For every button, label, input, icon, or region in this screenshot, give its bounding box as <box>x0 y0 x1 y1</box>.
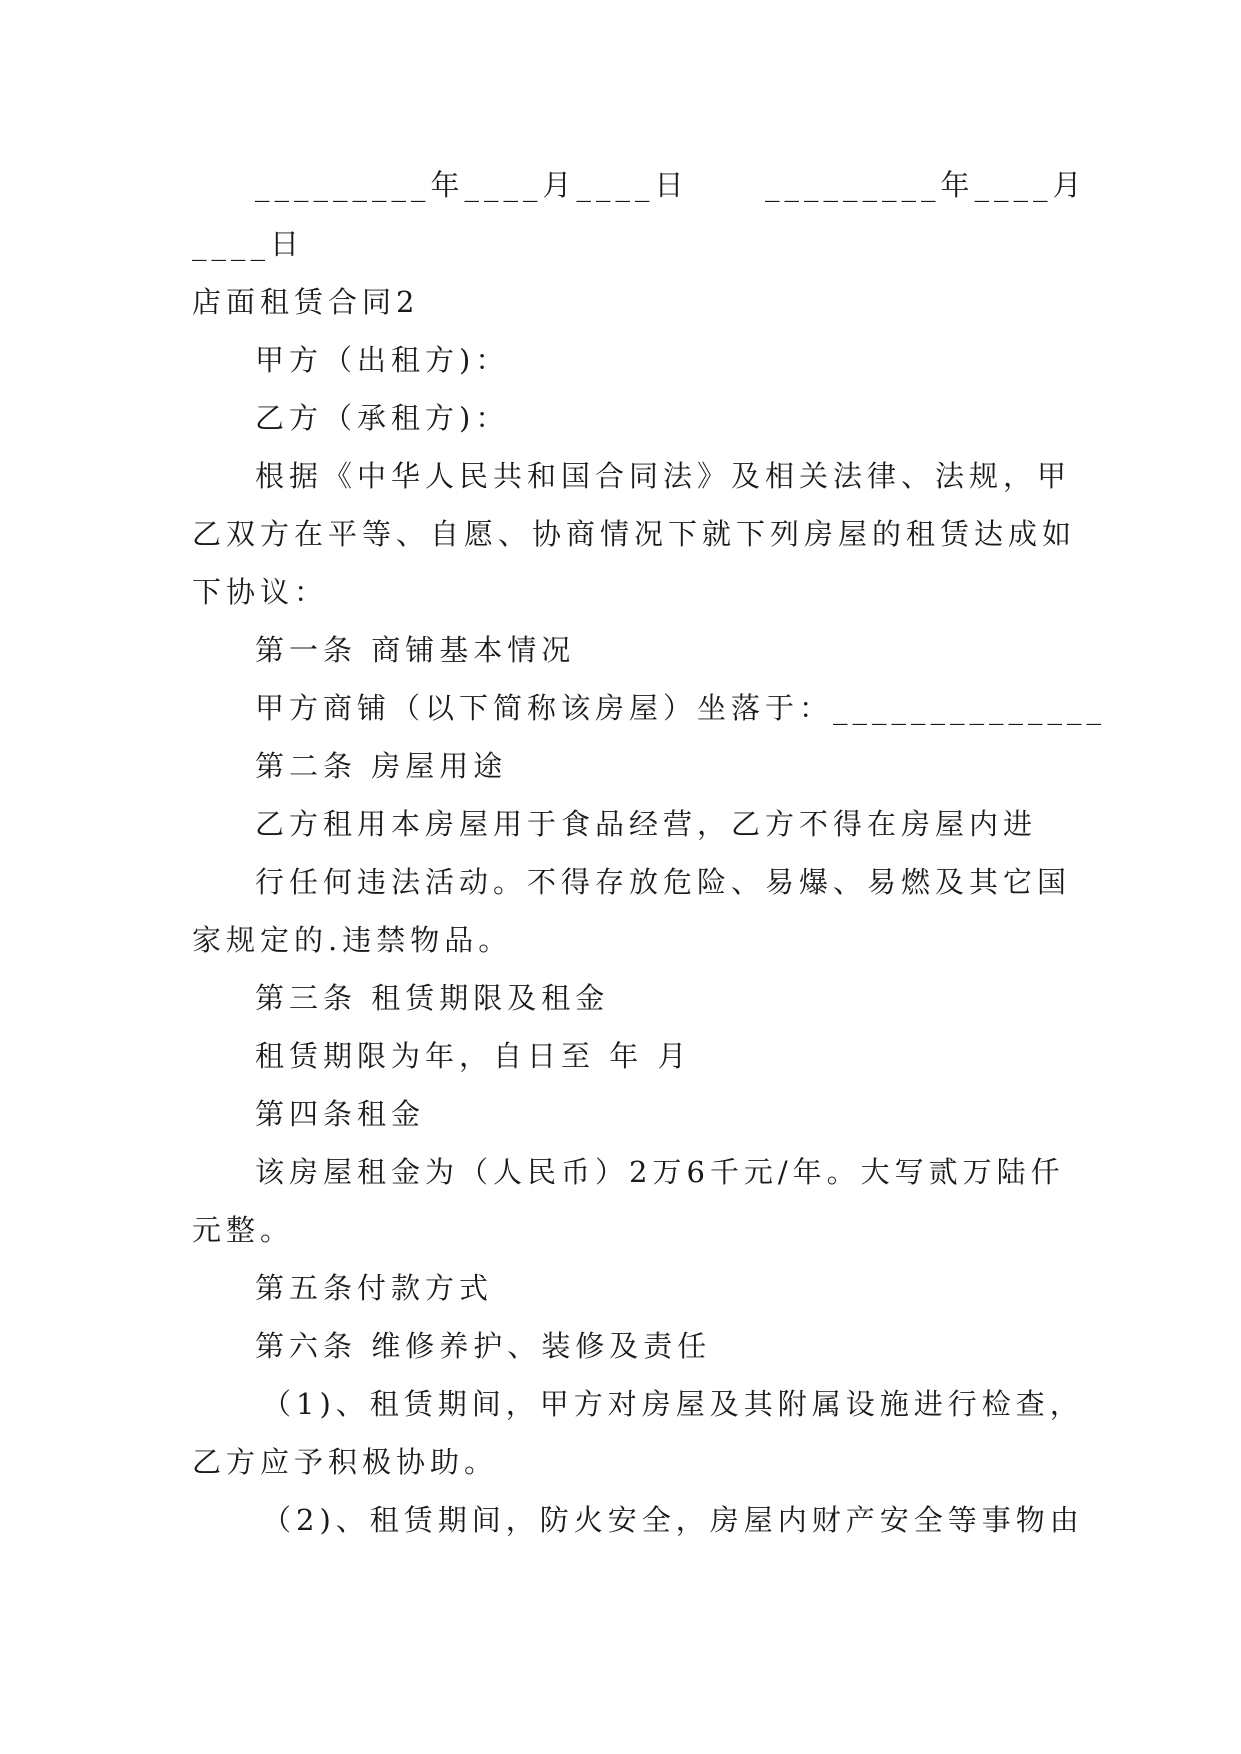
article-6-item-1-line-2: 乙方应予积极协助。 <box>192 1445 499 1479</box>
article-3-text: 租赁期限为年，自日至 年 月 <box>255 1039 692 1073</box>
article-2-text-line-2: 行任何违法活动。不得存放危险、易爆、易燃及其它国 <box>255 865 1072 899</box>
article-4-text-line-1: 该房屋租金为（人民币）2万6千元/年。大写贰万陆仟 <box>255 1155 1065 1189</box>
signature-date-left: _________年____月____日 <box>255 168 689 202</box>
signature-date-right-day: ____日 <box>192 227 305 261</box>
article-2-heading: 第二条 房屋用途 <box>255 749 508 783</box>
article-3-heading: 第三条 租赁期限及租金 <box>255 981 610 1015</box>
article-6-item-2-line-1: （2)、租赁期间，防火安全，房屋内财产安全等事物由 <box>262 1503 1084 1537</box>
party-a: 甲方（出租方)： <box>255 343 510 377</box>
signature-date-right: _________年____月 <box>765 168 1087 202</box>
article-4-text-line-2: 元整。 <box>192 1213 295 1247</box>
article-6-item-1-line-1: （1)、租赁期间，甲方对房屋及其附属设施进行检查， <box>262 1387 1084 1421</box>
article-5-heading: 第五条付款方式 <box>255 1271 494 1305</box>
article-2-text-line-3: 家规定的.违禁物品。 <box>192 923 513 957</box>
preamble-line-3: 下协议： <box>192 575 329 609</box>
preamble-line-2: 乙双方在平等、自愿、协商情况下就下列房屋的租赁达成如 <box>192 517 1077 551</box>
contract-title: 店面租赁合同2 <box>192 285 420 319</box>
article-4-heading: 第四条租金 <box>255 1097 426 1131</box>
article-1-text: 甲方商铺（以下简称该房屋）坐落于：______________ <box>255 691 1107 725</box>
article-2-text-line-1: 乙方租用本房屋用于食品经营，乙方不得在房屋内进 <box>255 807 1038 841</box>
preamble-line-1: 根据《中华人民共和国合同法》及相关法律、法规，甲 <box>255 459 1072 493</box>
party-b: 乙方（承租方)： <box>255 401 510 435</box>
article-6-heading: 第六条 维修养护、装修及责任 <box>255 1329 712 1363</box>
article-1-heading: 第一条 商铺基本情况 <box>255 633 576 667</box>
